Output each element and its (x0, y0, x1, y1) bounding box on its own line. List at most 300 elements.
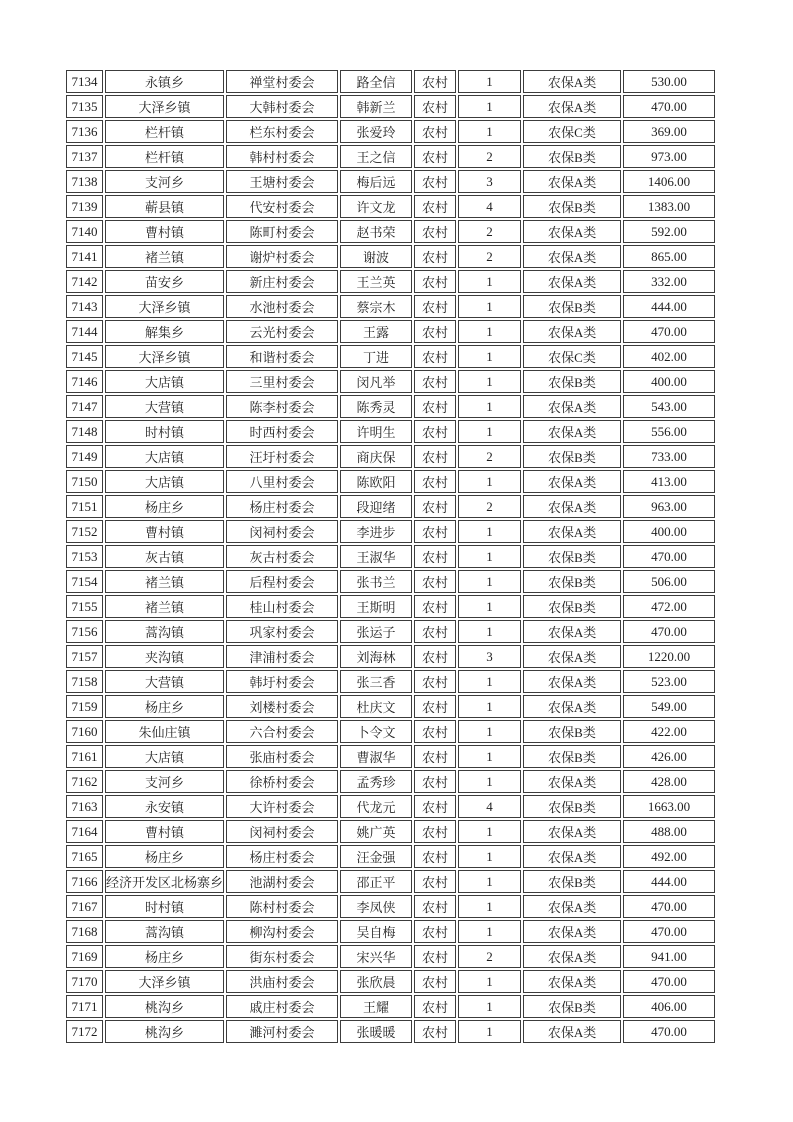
cell-person_count (458, 770, 521, 793)
cell-text: 492.00 (651, 848, 687, 864)
cell-amount (623, 520, 715, 543)
cell-text: 蒿沟镇 (145, 625, 185, 640)
cell-insurance_category (523, 345, 621, 368)
cell-text: 7140 (71, 223, 98, 239)
cell-text: 八里村委会 (249, 475, 315, 490)
cell-household_type (414, 820, 456, 843)
cell-text: 1 (486, 723, 493, 739)
cell-person_name (340, 970, 412, 993)
cell-text: 农村 (422, 700, 449, 715)
cell-text: 褚兰镇 (145, 250, 185, 265)
cell-person_name (340, 220, 412, 243)
cell-text: 农村 (422, 1025, 449, 1040)
cell-person_count (458, 570, 521, 593)
cell-village_committee (226, 570, 338, 593)
cell-person_count (458, 920, 521, 943)
cell-text: 农保B类 (548, 725, 596, 740)
cell-text: 农村 (422, 75, 449, 90)
cell-text: 农村 (422, 550, 449, 565)
cell-text: 1 (486, 823, 493, 839)
cell-text: 963.00 (651, 498, 687, 514)
cell-insurance_category (523, 145, 621, 168)
cell-text: 406.00 (651, 998, 687, 1014)
cell-text: 曹村镇 (145, 225, 185, 240)
cell-amount (623, 445, 715, 468)
table-row (66, 645, 715, 668)
cell-village_committee (226, 595, 338, 618)
cell-town (105, 895, 224, 918)
table-row (66, 120, 715, 143)
cell-household_type (414, 420, 456, 443)
cell-text: 农保A类 (547, 700, 597, 715)
cell-town (105, 870, 224, 893)
cell-village_committee (226, 395, 338, 418)
table-row (66, 495, 715, 518)
cell-text: 池湖村委会 (249, 875, 315, 890)
table-row (66, 745, 715, 768)
cell-text: 农保A类 (547, 400, 597, 415)
cell-village_committee (226, 745, 338, 768)
cell-text: 代安村委会 (249, 200, 315, 215)
cell-text: 农保C类 (548, 125, 596, 140)
cell-insurance_category (523, 95, 621, 118)
cell-text: 蕲县镇 (145, 200, 185, 215)
cell-text: 488.00 (651, 823, 687, 839)
cell-household_type (414, 545, 456, 568)
cell-text: 永安镇 (145, 800, 185, 815)
cell-text: 3 (486, 648, 493, 664)
cell-amount (623, 345, 715, 368)
cell-text: 丁进 (363, 350, 390, 365)
cell-text: 400.00 (651, 523, 687, 539)
cell-text: 1 (486, 298, 493, 314)
cell-text: 杨庄乡 (145, 700, 185, 715)
cell-text: 7172 (71, 1023, 98, 1039)
benefits-table (64, 68, 717, 1045)
cell-text: 7151 (71, 498, 98, 514)
cell-text: 1 (486, 673, 493, 689)
cell-amount (623, 270, 715, 293)
cell-text: 支河乡 (145, 175, 185, 190)
cell-household_type (414, 620, 456, 643)
cell-person_name (340, 270, 412, 293)
cell-village_committee (226, 320, 338, 343)
cell-text: 470.00 (651, 1023, 687, 1039)
cell-text: 农保B类 (548, 300, 596, 315)
cell-text: 470.00 (651, 923, 687, 939)
cell-insurance_category (523, 120, 621, 143)
cell-text: 7161 (71, 748, 98, 764)
cell-person_count (458, 1020, 521, 1043)
cell-amount (623, 995, 715, 1018)
cell-text: 苗安乡 (145, 275, 185, 290)
cell-text: 陈町村委会 (249, 225, 315, 240)
cell-person_name (340, 295, 412, 318)
table-row (66, 170, 715, 193)
cell-person_count (458, 870, 521, 893)
cell-text: 王耀 (363, 1000, 390, 1015)
cell-village_committee (226, 620, 338, 643)
cell-text: 农村 (422, 425, 449, 440)
cell-household_type (414, 70, 456, 93)
cell-text: 农村 (422, 800, 449, 815)
cell-household_type (414, 395, 456, 418)
cell-text: 1406.00 (647, 173, 691, 189)
cell-person_count (458, 970, 521, 993)
cell-text: 三里村委会 (249, 375, 315, 390)
cell-text: 农村 (422, 475, 449, 490)
table-row (66, 870, 715, 893)
cell-text: 470.00 (651, 548, 687, 564)
cell-household_type (414, 445, 456, 468)
cell-id (66, 570, 103, 593)
cell-text: 1 (486, 773, 493, 789)
cell-text: 农村 (422, 875, 449, 890)
cell-text: 444.00 (651, 873, 687, 889)
cell-text: 1 (486, 548, 493, 564)
cell-text: 刘海林 (356, 650, 396, 665)
cell-text: 农保A类 (547, 950, 597, 965)
cell-text: 农保A类 (547, 75, 597, 90)
cell-household_type (414, 695, 456, 718)
cell-text: 1 (486, 598, 493, 614)
cell-person_name (340, 920, 412, 943)
cell-household_type (414, 1020, 456, 1043)
cell-text: 7153 (71, 548, 98, 564)
cell-text: 曹村镇 (145, 825, 185, 840)
cell-household_type (414, 495, 456, 518)
table-row (66, 145, 715, 168)
cell-household_type (414, 95, 456, 118)
cell-village_committee (226, 420, 338, 443)
cell-insurance_category (523, 620, 621, 643)
cell-text: 4 (486, 198, 493, 214)
cell-amount (623, 645, 715, 668)
cell-village_committee (226, 920, 338, 943)
table-row (66, 895, 715, 918)
cell-text: 段迎绪 (356, 500, 396, 515)
cell-person_name (340, 70, 412, 93)
cell-text: 农保B类 (548, 375, 596, 390)
cell-village_committee (226, 245, 338, 268)
cell-id (66, 345, 103, 368)
cell-household_type (414, 995, 456, 1018)
table-row (66, 620, 715, 643)
cell-text: 朱仙庄镇 (138, 725, 191, 740)
cell-text: 栏杆镇 (145, 150, 185, 165)
cell-village_committee (226, 945, 338, 968)
cell-insurance_category (523, 995, 621, 1018)
cell-town (105, 220, 224, 243)
cell-text: 褚兰镇 (145, 575, 185, 590)
cell-text: 王淑华 (356, 550, 396, 565)
cell-insurance_category (523, 970, 621, 993)
cell-text: 7138 (71, 173, 98, 189)
cell-person_name (340, 95, 412, 118)
cell-village_committee (226, 545, 338, 568)
cell-text: 973.00 (651, 148, 687, 164)
cell-amount (623, 795, 715, 818)
cell-insurance_category (523, 395, 621, 418)
cell-text: 7163 (71, 798, 98, 814)
cell-text: 许文龙 (356, 200, 396, 215)
table-row (66, 920, 715, 943)
cell-person_name (340, 895, 412, 918)
cell-town (105, 945, 224, 968)
cell-village_committee (226, 895, 338, 918)
cell-household_type (414, 120, 456, 143)
cell-text: 1383.00 (647, 198, 691, 214)
cell-insurance_category (523, 495, 621, 518)
cell-village_committee (226, 995, 338, 1018)
cell-amount (623, 395, 715, 418)
cell-id (66, 220, 103, 243)
cell-household_type (414, 370, 456, 393)
cell-town (105, 245, 224, 268)
cell-text: 农保A类 (547, 625, 597, 640)
cell-insurance_category (523, 670, 621, 693)
cell-text: 7166 (71, 873, 98, 889)
cell-text: 支河乡 (145, 775, 185, 790)
table-row (66, 945, 715, 968)
cell-id (66, 770, 103, 793)
cell-text: 1 (486, 348, 493, 364)
cell-town (105, 170, 224, 193)
cell-amount (623, 620, 715, 643)
cell-text: 1 (486, 873, 493, 889)
table-row (66, 995, 715, 1018)
cell-person_count (458, 145, 521, 168)
cell-text: 农村 (422, 350, 449, 365)
cell-text: 大店镇 (145, 750, 185, 765)
cell-insurance_category (523, 270, 621, 293)
cell-person_count (458, 170, 521, 193)
cell-text: 农保A类 (547, 850, 597, 865)
cell-text: 张暖暖 (356, 1025, 396, 1040)
cell-person_name (340, 595, 412, 618)
cell-text: 大营镇 (145, 400, 185, 415)
cell-amount (623, 320, 715, 343)
cell-text: 刘楼村委会 (249, 700, 315, 715)
cell-person_name (340, 845, 412, 868)
cell-text: 大店镇 (145, 450, 185, 465)
cell-id (66, 420, 103, 443)
cell-text: 7165 (71, 848, 98, 864)
cell-text: 农村 (422, 725, 449, 740)
cell-household_type (414, 970, 456, 993)
cell-text: 农村 (422, 175, 449, 190)
cell-text: 陈李村委会 (249, 400, 315, 415)
cell-text: 大泽乡镇 (138, 975, 191, 990)
cell-person_name (340, 345, 412, 368)
cell-text: 农村 (422, 275, 449, 290)
cell-text: 470.00 (651, 973, 687, 989)
cell-person_name (340, 770, 412, 793)
cell-person_name (340, 445, 412, 468)
cell-person_count (458, 470, 521, 493)
cell-text: 7136 (71, 123, 98, 139)
cell-id (66, 970, 103, 993)
cell-text: 农保A类 (547, 775, 597, 790)
cell-text: 和谐村委会 (249, 350, 315, 365)
cell-amount (623, 295, 715, 318)
cell-town (105, 595, 224, 618)
cell-person_count (458, 70, 521, 93)
cell-village_committee (226, 645, 338, 668)
cell-id (66, 720, 103, 743)
cell-town (105, 395, 224, 418)
cell-text: 农村 (422, 825, 449, 840)
table-row (66, 1020, 715, 1043)
cell-person_name (340, 820, 412, 843)
table-row (66, 320, 715, 343)
cell-text: 农保B类 (548, 600, 596, 615)
cell-text: 402.00 (651, 348, 687, 364)
cell-id (66, 470, 103, 493)
cell-text: 农村 (422, 250, 449, 265)
cell-town (105, 520, 224, 543)
cell-amount (623, 470, 715, 493)
cell-text: 农保A类 (547, 1025, 597, 1040)
cell-text: 7155 (71, 598, 98, 614)
table-row (66, 395, 715, 418)
cell-person_count (458, 695, 521, 718)
cell-text: 7142 (71, 273, 98, 289)
cell-id (66, 545, 103, 568)
cell-text: 1663.00 (647, 798, 691, 814)
table-row (66, 845, 715, 868)
cell-household_type (414, 170, 456, 193)
cell-text: 543.00 (651, 398, 687, 414)
document-page (64, 68, 717, 1045)
cell-text: 7160 (71, 723, 98, 739)
cell-text: 时村镇 (145, 900, 185, 915)
cell-text: 470.00 (651, 623, 687, 639)
cell-person_count (458, 820, 521, 843)
cell-id (66, 745, 103, 768)
cell-amount (623, 820, 715, 843)
table-row (66, 295, 715, 318)
cell-amount (623, 545, 715, 568)
cell-household_type (414, 795, 456, 818)
cell-town (105, 345, 224, 368)
cell-insurance_category (523, 245, 621, 268)
cell-household_type (414, 720, 456, 743)
cell-text: 云光村委会 (249, 325, 315, 340)
cell-text: 农村 (422, 625, 449, 640)
cell-insurance_category (523, 720, 621, 743)
cell-text: 7139 (71, 198, 98, 214)
cell-text: 2 (486, 948, 493, 964)
cell-text: 农村 (422, 925, 449, 940)
cell-person_name (340, 645, 412, 668)
cell-person_count (458, 320, 521, 343)
cell-text: 农村 (422, 1000, 449, 1015)
cell-town (105, 695, 224, 718)
cell-text: 4 (486, 798, 493, 814)
cell-text: 413.00 (651, 473, 687, 489)
cell-insurance_category (523, 1020, 621, 1043)
cell-text: 7157 (71, 648, 98, 664)
cell-id (66, 1020, 103, 1043)
cell-text: 张庙村委会 (249, 750, 315, 765)
cell-text: 大店镇 (145, 475, 185, 490)
cell-text: 闵凡举 (356, 375, 396, 390)
cell-text: 农保A类 (547, 475, 597, 490)
cell-text: 永镇乡 (145, 75, 185, 90)
cell-text: 梅后远 (356, 175, 396, 190)
cell-village_committee (226, 870, 338, 893)
cell-insurance_category (523, 595, 621, 618)
cell-village_committee (226, 345, 338, 368)
cell-id (66, 270, 103, 293)
cell-text: 谢波 (363, 250, 390, 265)
cell-town (105, 795, 224, 818)
cell-town (105, 920, 224, 943)
cell-text: 农村 (422, 500, 449, 515)
cell-text: 7159 (71, 698, 98, 714)
cell-person_name (340, 145, 412, 168)
cell-id (66, 445, 103, 468)
cell-text: 农村 (422, 525, 449, 540)
cell-text: 大韩村委会 (249, 100, 315, 115)
cell-text: 杜庆文 (356, 700, 396, 715)
cell-household_type (414, 345, 456, 368)
cell-town (105, 545, 224, 568)
cell-amount (623, 220, 715, 243)
cell-text: 赵书荣 (356, 225, 396, 240)
cell-id (66, 245, 103, 268)
cell-text: 农村 (422, 650, 449, 665)
cell-text: 1 (486, 973, 493, 989)
cell-text: 邵正平 (356, 875, 396, 890)
cell-person_count (458, 945, 521, 968)
table-row (66, 570, 715, 593)
cell-text: 汪金强 (356, 850, 396, 865)
cell-household_type (414, 145, 456, 168)
cell-insurance_category (523, 420, 621, 443)
cell-text: 农保B类 (548, 200, 596, 215)
cell-person_count (458, 745, 521, 768)
cell-insurance_category (523, 70, 621, 93)
cell-text: 7164 (71, 823, 98, 839)
cell-id (66, 320, 103, 343)
cell-text: 7169 (71, 948, 98, 964)
cell-village_committee (226, 445, 338, 468)
cell-id (66, 820, 103, 843)
cell-text: 7162 (71, 773, 98, 789)
cell-person_name (340, 170, 412, 193)
cell-id (66, 70, 103, 93)
cell-text: 1 (486, 273, 493, 289)
cell-text: 7141 (71, 248, 98, 264)
cell-town (105, 845, 224, 868)
cell-village_committee (226, 845, 338, 868)
cell-text: 7134 (71, 73, 98, 89)
cell-text: 水池村委会 (249, 300, 315, 315)
cell-text: 吴自梅 (356, 925, 396, 940)
cell-insurance_category (523, 220, 621, 243)
cell-text: 代龙元 (356, 800, 396, 815)
cell-person_count (458, 420, 521, 443)
cell-text: 592.00 (651, 223, 687, 239)
cell-amount (623, 70, 715, 93)
cell-text: 新庄村委会 (249, 275, 315, 290)
cell-insurance_category (523, 545, 621, 568)
cell-person_count (458, 295, 521, 318)
cell-village_committee (226, 70, 338, 93)
cell-text: 7158 (71, 673, 98, 689)
